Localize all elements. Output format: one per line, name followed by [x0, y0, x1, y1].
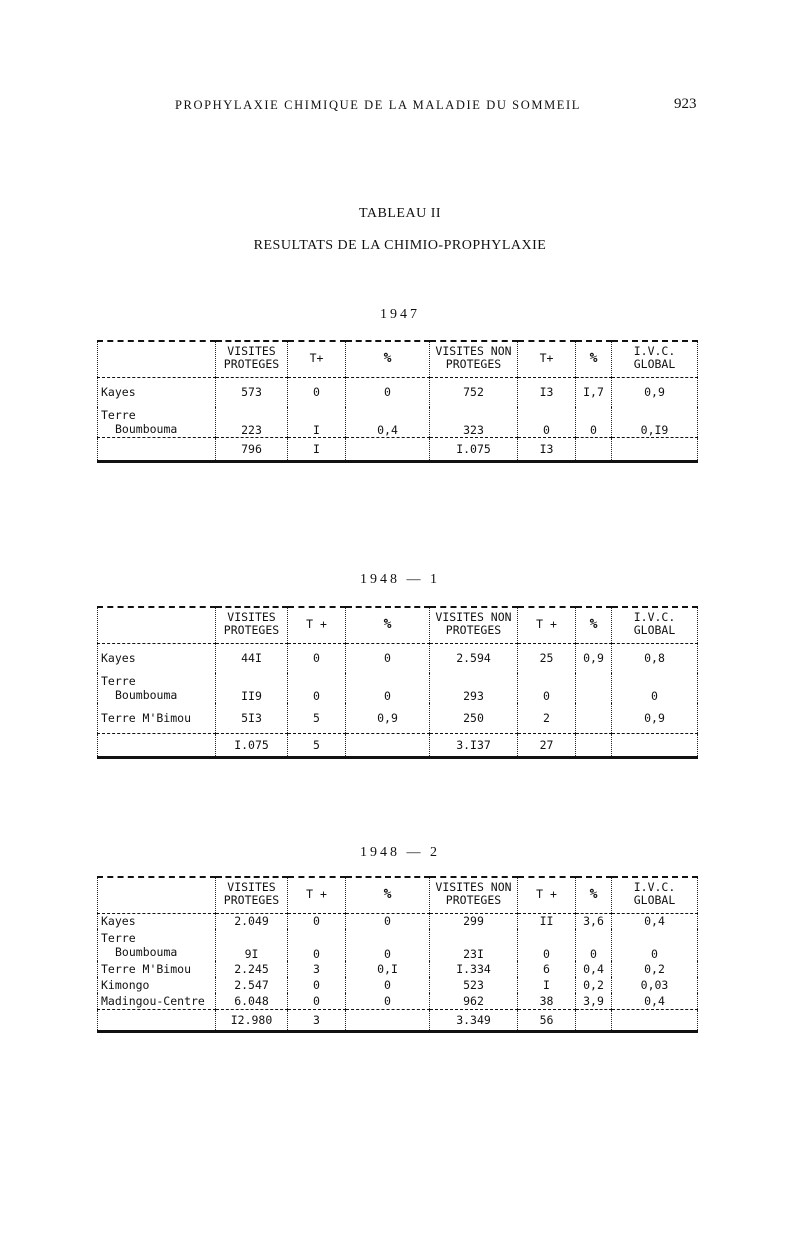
results-table — [97, 876, 698, 1033]
cell-p: 0,9 — [346, 703, 430, 733]
header-pct — [346, 341, 430, 377]
header-ivc — [612, 877, 698, 913]
cell-t: 3 — [288, 961, 346, 977]
cell-t: 0 — [288, 643, 346, 673]
total-ivc — [612, 437, 698, 461]
header-visites-non-protegees — [430, 607, 518, 643]
cell-vp: 5I3 — [216, 703, 288, 733]
header-line: PROTEGES — [223, 893, 280, 908]
cell-ivc: 0,03 — [612, 977, 698, 993]
table-row — [98, 407, 698, 437]
total-vnp: 3.I37 — [430, 733, 518, 757]
header-line: I.V.C. — [633, 344, 676, 359]
cell-vnp: 293 — [430, 673, 518, 703]
row-label-line: Madingou-Centre — [101, 993, 205, 1008]
total-t2: 27 — [518, 733, 576, 757]
header-ivc — [612, 607, 698, 643]
cell-t2: 38 — [518, 993, 576, 1009]
total-ivc — [612, 1009, 698, 1031]
cell-t2: 6 — [518, 961, 576, 977]
total-row — [98, 437, 698, 461]
total-p — [346, 437, 430, 461]
header-line: VISITES — [227, 880, 276, 895]
cell-p2: 0,4 — [576, 961, 612, 977]
header-line: PROTEGES — [445, 623, 502, 638]
header-label: % — [383, 350, 392, 366]
row-label-line: Kayes — [101, 914, 136, 929]
cell-vp: 573 — [216, 377, 288, 407]
header-row — [98, 877, 698, 913]
header-t-plus — [288, 877, 346, 913]
header-t-plus — [288, 607, 346, 643]
cell-vnp: 2.594 — [430, 643, 518, 673]
header-label: T + — [306, 887, 327, 902]
header-line: GLOBAL — [633, 893, 676, 908]
row-label — [98, 703, 216, 733]
row-label — [98, 643, 216, 673]
header-line: I.V.C. — [633, 610, 676, 625]
cell-p2: I,7 — [576, 377, 612, 407]
results-table — [97, 340, 698, 463]
header-pct — [346, 607, 430, 643]
cell-vnp: I.334 — [430, 961, 518, 977]
header-visites-protegees — [216, 607, 288, 643]
total-p2 — [576, 437, 612, 461]
row-label-line: Boumbouma — [115, 688, 178, 702]
total-t: 5 — [288, 733, 346, 757]
cell-t: 0 — [288, 977, 346, 993]
cell-t2: 25 — [518, 643, 576, 673]
header-row — [98, 341, 698, 377]
total-p — [346, 1009, 430, 1031]
table-row — [98, 913, 698, 929]
row-label-line: Boumbouma — [115, 945, 178, 959]
header-label: % — [383, 616, 392, 632]
cell-t2: I — [518, 977, 576, 993]
header-label: % — [383, 886, 392, 902]
header-pct-2 — [576, 607, 612, 643]
header-label: T + — [536, 617, 557, 632]
header-ivc — [612, 341, 698, 377]
header-empty — [98, 341, 216, 377]
header-t-plus — [288, 341, 346, 377]
row-label — [98, 913, 216, 929]
row-label — [98, 673, 216, 703]
cell-p2: 0 — [576, 407, 612, 437]
cell-vnp: 752 — [430, 377, 518, 407]
table-row — [98, 643, 698, 673]
table-row — [98, 703, 698, 733]
cell-t: 0 — [288, 929, 346, 961]
row-label-line: Kimongo — [101, 978, 150, 992]
table-row — [98, 961, 698, 977]
header-line: I.V.C. — [633, 880, 676, 895]
header-label: T+ — [309, 351, 324, 366]
header-t-plus-2 — [518, 877, 576, 913]
cell-p2: 3,9 — [576, 993, 612, 1009]
cell-vp: II9 — [216, 673, 288, 703]
header-line: GLOBAL — [633, 357, 676, 372]
cell-p2 — [576, 673, 612, 703]
cell-p: 0 — [346, 977, 430, 993]
cell-ivc: 0,8 — [612, 643, 698, 673]
cell-vnp: 323 — [430, 407, 518, 437]
row-label — [98, 407, 216, 437]
table-title: TABLEAU II — [358, 206, 442, 221]
total-label-empty — [98, 1009, 216, 1031]
total-label-empty — [98, 437, 216, 461]
header-label: % — [589, 616, 598, 632]
cell-vp: 44I — [216, 643, 288, 673]
cell-t: I — [288, 407, 346, 437]
row-label-line: Terre — [101, 674, 136, 688]
table-row — [98, 377, 698, 407]
cell-ivc: 0,2 — [612, 961, 698, 977]
header-pct-2 — [576, 341, 612, 377]
cell-t: 0 — [288, 913, 346, 929]
table-row — [98, 993, 698, 1009]
header-empty — [98, 607, 216, 643]
row-label-line: Terre M'Bimou — [101, 710, 192, 725]
header-line: PROTEGES — [223, 357, 280, 372]
section-title: 1948 — 1 — [360, 572, 440, 587]
header-label: T+ — [539, 351, 554, 366]
cell-p: 0 — [346, 377, 430, 407]
row-label — [98, 377, 216, 407]
header-label: T + — [306, 617, 327, 632]
header-line: PROTEGES — [445, 357, 502, 372]
section-title: 1947 — [380, 307, 420, 322]
cell-vp: 2.245 — [216, 961, 288, 977]
results-table — [97, 606, 698, 759]
cell-p: 0 — [346, 643, 430, 673]
cell-p: 0 — [346, 913, 430, 929]
cell-ivc: 0,9 — [612, 703, 698, 733]
header-line: GLOBAL — [633, 623, 676, 638]
total-vp: I.075 — [216, 733, 288, 757]
cell-vnp: 250 — [430, 703, 518, 733]
header-t-plus-2 — [518, 341, 576, 377]
cell-ivc: 0 — [612, 929, 698, 961]
cell-p: 0,4 — [346, 407, 430, 437]
cell-ivc: 0,9 — [612, 377, 698, 407]
cell-t2: 2 — [518, 703, 576, 733]
row-label-line: Terre — [101, 931, 136, 945]
cell-t2: I3 — [518, 377, 576, 407]
header-line: PROTEGES — [445, 893, 502, 908]
cell-p2: 0,2 — [576, 977, 612, 993]
header-t-plus-2 — [518, 607, 576, 643]
total-vp: 796 — [216, 437, 288, 461]
cell-p: 0 — [346, 993, 430, 1009]
header-line: VISITES — [227, 344, 276, 359]
cell-ivc: 0,4 — [612, 913, 698, 929]
page-number: 923 — [674, 96, 697, 112]
total-p2 — [576, 733, 612, 757]
cell-p2: 0,9 — [576, 643, 612, 673]
header-visites-non-protegees — [430, 341, 518, 377]
header-label: T + — [536, 887, 557, 902]
cell-t: 0 — [288, 993, 346, 1009]
cell-t2: 0 — [518, 929, 576, 961]
cell-vp: 223 — [216, 407, 288, 437]
cell-ivc: 0 — [612, 673, 698, 703]
table-row — [98, 929, 698, 961]
header-label: % — [589, 886, 598, 902]
cell-vnp: 299 — [430, 913, 518, 929]
total-t2: 56 — [518, 1009, 576, 1031]
cell-t2: 0 — [518, 673, 576, 703]
total-p2 — [576, 1009, 612, 1031]
cell-t2: 0 — [518, 407, 576, 437]
row-label — [98, 961, 216, 977]
cell-ivc: 0,I9 — [612, 407, 698, 437]
header-line: PROTEGES — [223, 623, 280, 638]
cell-p: 0,I — [346, 961, 430, 977]
row-label-line: Terre — [101, 407, 136, 422]
cell-ivc: 0,4 — [612, 993, 698, 1009]
header-visites-protegees — [216, 341, 288, 377]
row-label-line: Terre M'Bimou — [101, 962, 192, 976]
cell-p2 — [576, 703, 612, 733]
row-label — [98, 993, 216, 1009]
header-empty — [98, 877, 216, 913]
cell-p2: 3,6 — [576, 913, 612, 929]
header-line: VISITES NON — [435, 344, 512, 359]
cell-vnp: 23I — [430, 929, 518, 961]
cell-t: 0 — [288, 377, 346, 407]
header-line: VISITES NON — [435, 610, 512, 625]
total-t2: I3 — [518, 437, 576, 461]
cell-vp: 6.048 — [216, 993, 288, 1009]
cell-p: 0 — [346, 929, 430, 961]
cell-p2: 0 — [576, 929, 612, 961]
row-label-line: Kayes — [101, 385, 136, 400]
total-t: I — [288, 437, 346, 461]
cell-vp: 2.049 — [216, 913, 288, 929]
total-t: 3 — [288, 1009, 346, 1031]
row-label-line: Kayes — [101, 651, 136, 666]
table-subtitle: RESULTATS DE LA CHIMIO-PROPHYLAXIE — [253, 238, 547, 253]
header-row — [98, 607, 698, 643]
cell-t: 0 — [288, 673, 346, 703]
section-title: 1948 — 2 — [360, 845, 440, 860]
header-label: % — [589, 350, 598, 366]
header-line: VISITES — [227, 610, 276, 625]
header-visites-non-protegees — [430, 877, 518, 913]
cell-vp: 2.547 — [216, 977, 288, 993]
cell-vnp: 962 — [430, 993, 518, 1009]
total-row — [98, 1009, 698, 1031]
table-row — [98, 977, 698, 993]
total-vnp: I.075 — [430, 437, 518, 461]
row-label — [98, 977, 216, 993]
cell-t2: II — [518, 913, 576, 929]
cell-p: 0 — [346, 673, 430, 703]
header-pct-2 — [576, 877, 612, 913]
cell-t: 5 — [288, 703, 346, 733]
header-line: VISITES NON — [435, 880, 512, 895]
total-row — [98, 733, 698, 757]
header-pct — [346, 877, 430, 913]
table-row — [98, 673, 698, 703]
total-ivc — [612, 733, 698, 757]
row-label — [98, 929, 216, 961]
total-vp: I2.980 — [216, 1009, 288, 1031]
running-head: PROPHYLAXIE CHIMIQUE DE LA MALADIE DU SOMMEIL — [175, 98, 582, 112]
total-p — [346, 733, 430, 757]
header-visites-protegees — [216, 877, 288, 913]
cell-vp: 9I — [216, 929, 288, 961]
total-vnp: 3.349 — [430, 1009, 518, 1031]
row-label-line: Boumbouma — [115, 421, 178, 436]
cell-vnp: 523 — [430, 977, 518, 993]
total-label-empty — [98, 733, 216, 757]
